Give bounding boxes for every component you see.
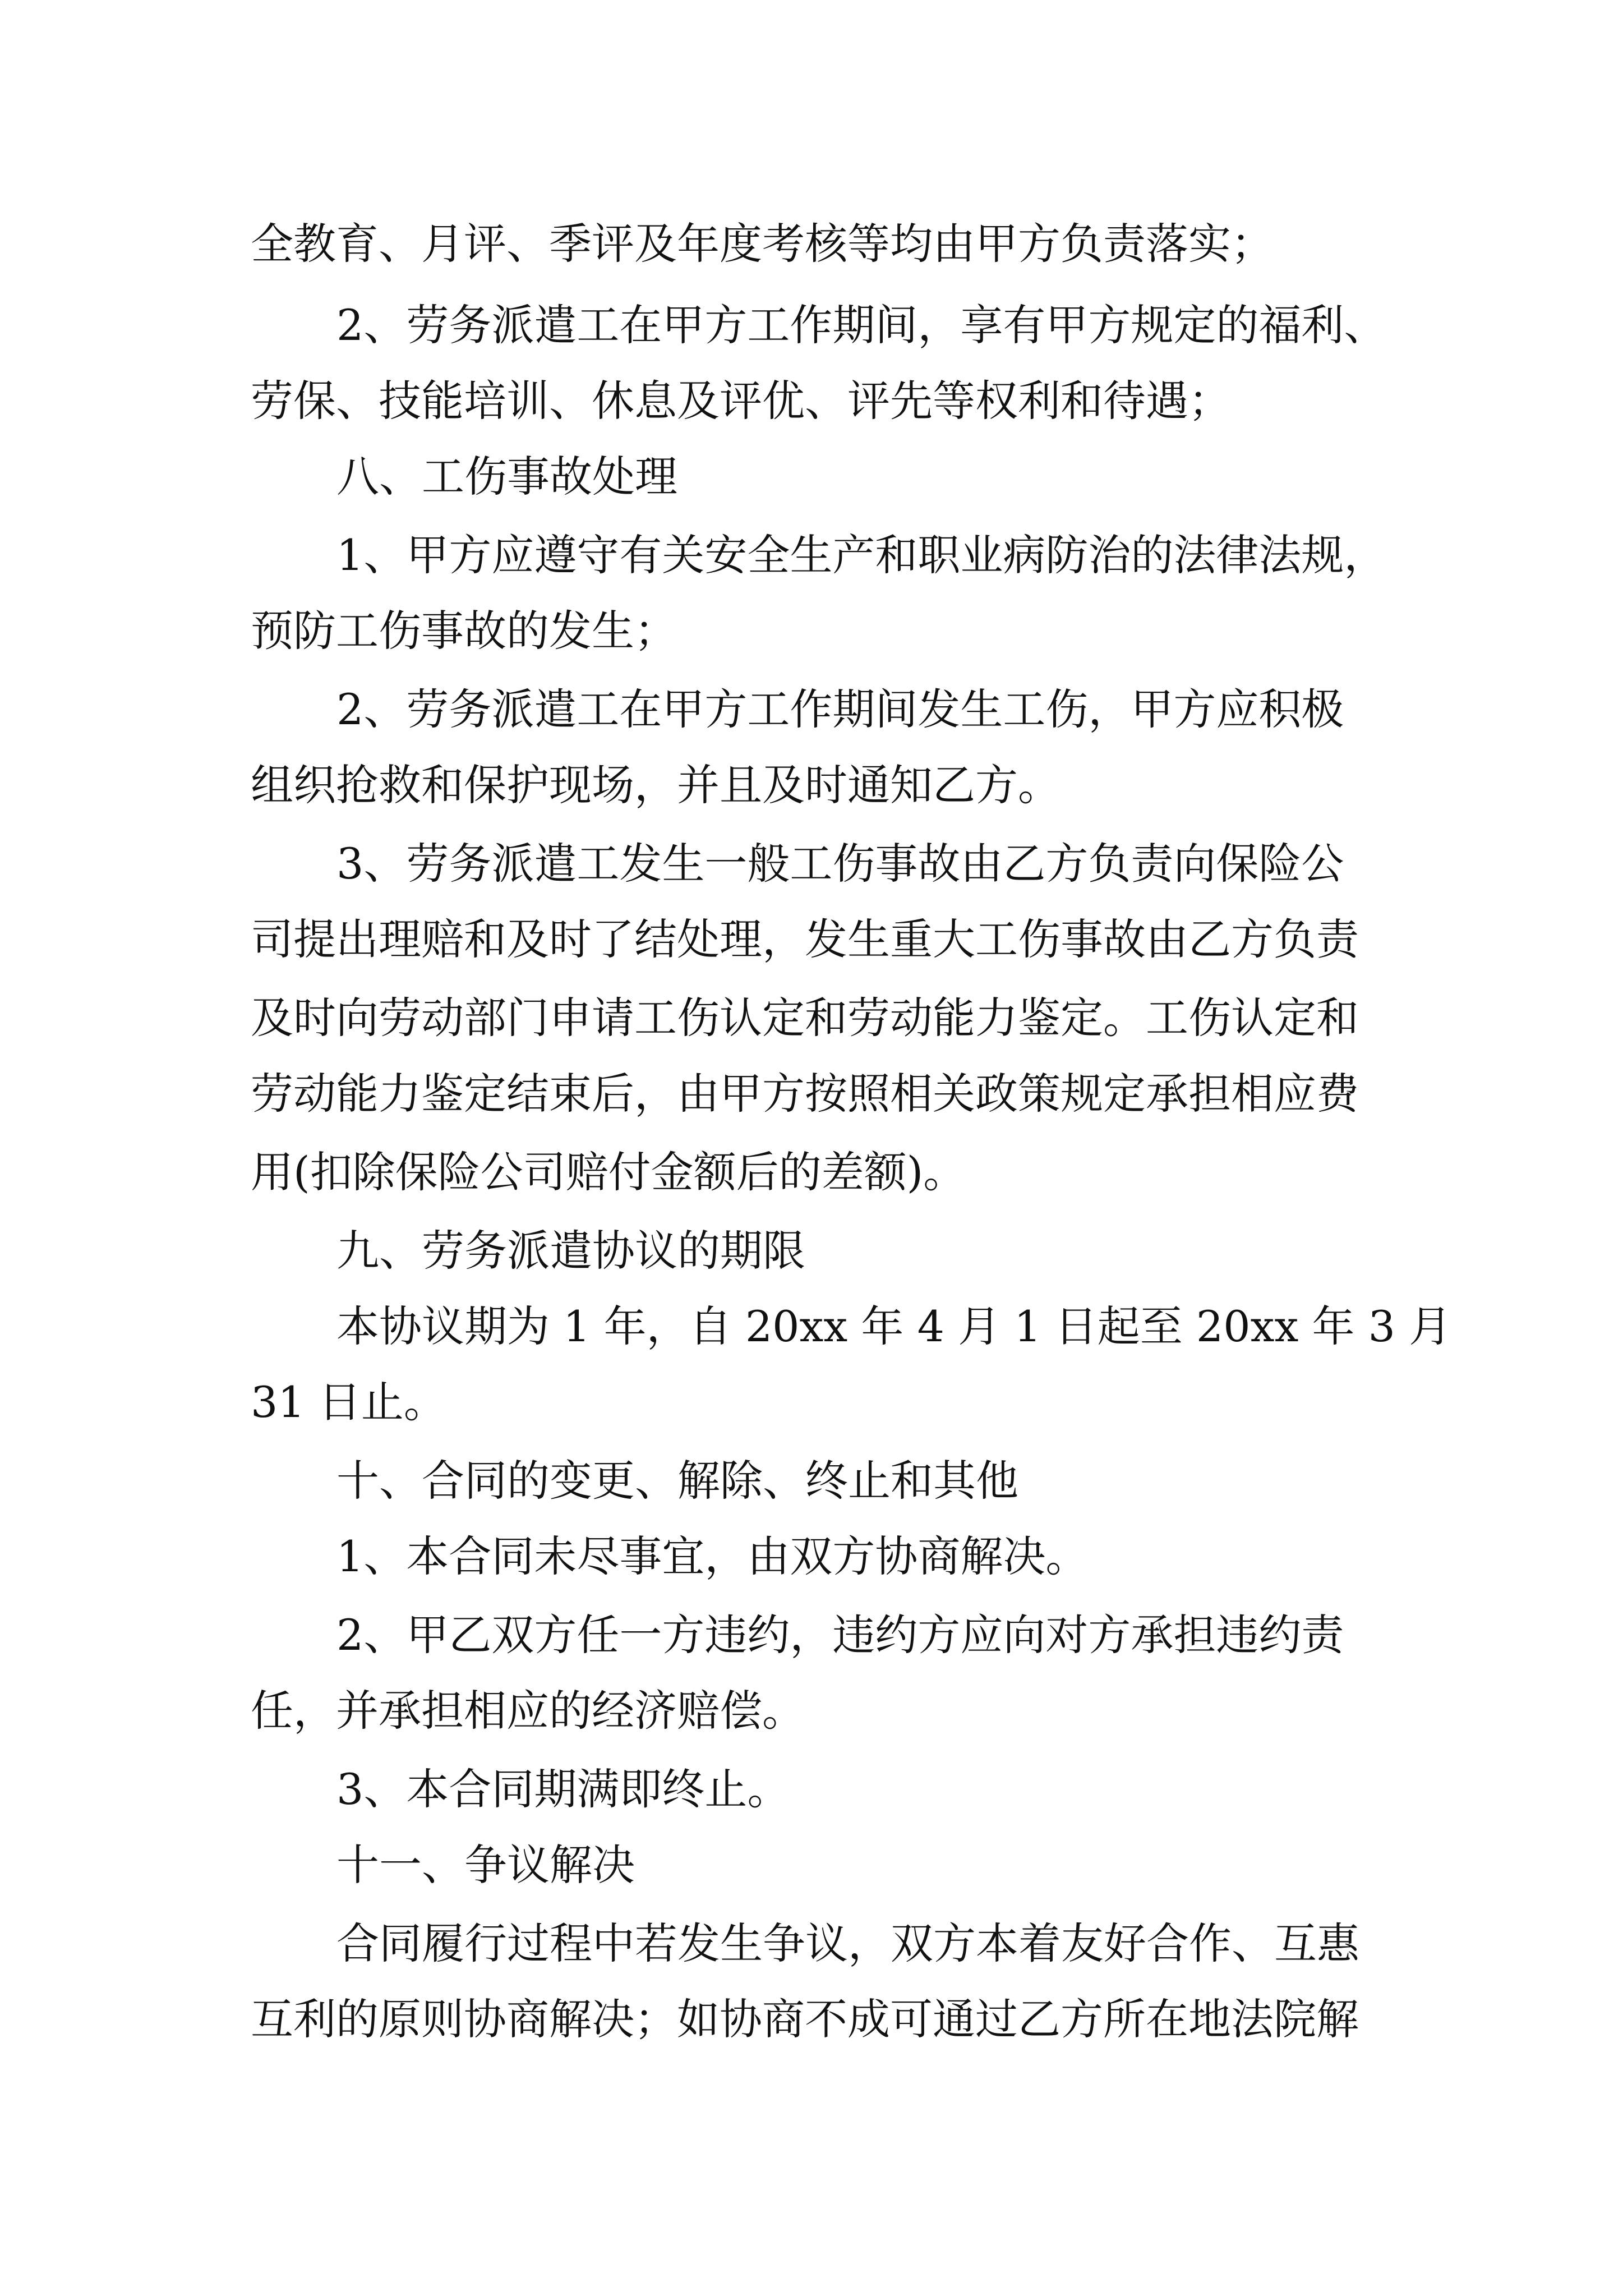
text-line: 任，并承担相应的经济赔偿。 — [251, 1686, 805, 1736]
text-line: 全教育、月评、季评及年度考核等均由甲方负责落实； — [251, 219, 1274, 269]
text-line: 2、劳务派遣工在甲方工作期间，享有甲方规定的福利、 — [336, 300, 1387, 350]
text-line: 3、劳务派遣工发生一般工伤事故由乙方负责向保险公 — [336, 839, 1344, 889]
text-line: 1、本合同未尽事宜，由双方协商解决。 — [336, 1531, 1089, 1581]
text-line: 司提出理赔和及时了结处理，发生重大工伤事故由乙方负责 — [251, 914, 1359, 964]
text-line: 本协议期为 1 年，自 20xx 年 4 月 1 日起至 20xx 年 3 月 — [336, 1301, 1452, 1351]
section-heading: 九、劳务派遣协议的期限 — [336, 1226, 805, 1276]
text-line: 合同履行过程中若发生争议，双方本着友好合作、互惠 — [336, 1918, 1359, 1968]
section-heading: 八、工伤事故处理 — [336, 452, 677, 501]
text-line: 组织抢救和保护现场，并且及时通知乙方。 — [251, 760, 1061, 810]
text-line: 2、甲乙双方任一方违约，违约方应向对方承担违约责 — [336, 1610, 1344, 1660]
text-line: 及时向劳动部门申请工伤认定和劳动能力鉴定。工伤认定和 — [251, 993, 1359, 1043]
section-heading: 十一、争议解决 — [336, 1840, 635, 1890]
text-line: 劳动能力鉴定结束后，由甲方按照相关政策规定承担相应费 — [251, 1069, 1359, 1119]
text-line: 1、甲方应遵守有关安全生产和职业病防治的法律法规， — [336, 530, 1387, 580]
text-line: 3、本合同期满即终止。 — [336, 1764, 790, 1814]
text-line: 2、劳务派遣工在甲方工作期间发生工伤，甲方应积极 — [336, 684, 1344, 734]
text-line: 预防工伤事故的发生； — [251, 606, 677, 656]
text-line: 用(扣除保险公司赔付金额后的差额)。 — [251, 1147, 966, 1197]
text-line: 劳保、技能培训、休息及评优、评先等权利和待遇； — [251, 376, 1231, 426]
text-line: 互利的原则协商解决；如协商不成可通过乙方所在地法院解 — [251, 1994, 1359, 2044]
text-line: 31 日止。 — [251, 1377, 446, 1427]
section-heading: 十、合同的变更、解除、终止和其他 — [336, 1456, 1018, 1506]
